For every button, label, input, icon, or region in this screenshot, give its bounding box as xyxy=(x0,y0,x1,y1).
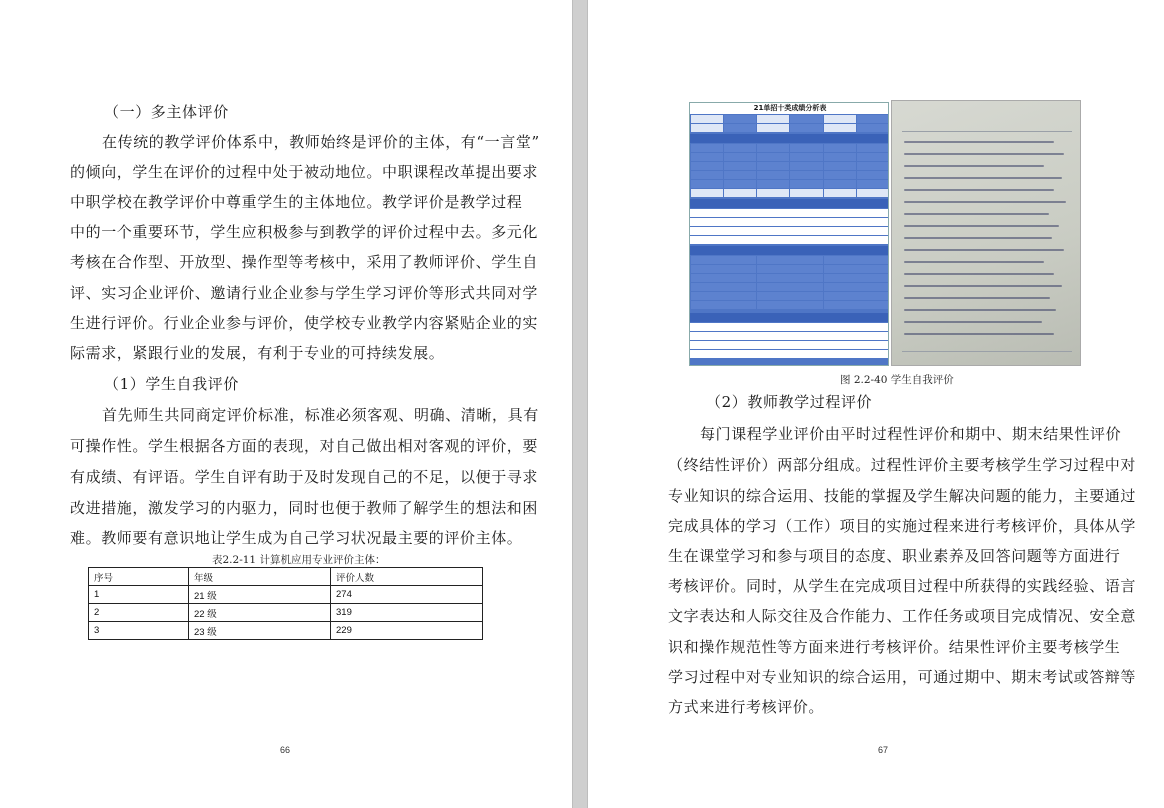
table-row xyxy=(89,622,483,640)
sheet-row xyxy=(690,180,889,188)
paragraph-line: 完成具体的学习（工作）项目的实施过程来进行考核评价，具体从学 xyxy=(668,517,1137,535)
paragraph-line: 首先师生共同商定评价标准，标准必须客观、明确、清晰，具有 xyxy=(102,406,539,424)
sheet-row xyxy=(690,265,889,273)
sheet-row xyxy=(690,283,889,291)
sheet-row xyxy=(690,115,889,123)
page-number: 66 xyxy=(280,745,291,755)
handwritten-self-evaluation-photo xyxy=(891,100,1081,366)
sheet-blank-row xyxy=(690,227,889,235)
paragraph-line: 可操作性。学生根据各方面的表现，对自己做出相对客观的评价，要 xyxy=(70,437,539,455)
paragraph-line: 专业知识的综合运用、技能的掌握及学生解决问题的能力，主要通过 xyxy=(668,487,1137,505)
table-cell: 22 级 xyxy=(189,604,331,622)
paragraph-line: 在传统的教学评价体系中，教师始终是评价的主体，有“一言堂” xyxy=(102,133,540,151)
paragraph-line: 学习过程中对专业知识的综合运用，可通过期中、期末考试或答辩等 xyxy=(668,668,1137,686)
paragraph-line: 中的一个重要环节，学生应积极参与到教学的评价过程中去。多元化 xyxy=(70,223,539,241)
paragraph-line: 评、实习企业评价、邀请行业企业参与学生学习评价等形式共同对学 xyxy=(70,284,539,302)
sheet-row xyxy=(690,292,889,300)
sheet-row xyxy=(690,301,889,309)
sheet-row xyxy=(690,162,889,170)
paragraph-line: 改进措施，激发学习的内驱力，同时也便于教师了解学生的想法和困 xyxy=(70,499,539,517)
paragraph-line: 每门课程学业评价由平时过程性评价和期中、期末结果性评价 xyxy=(700,425,1122,443)
paragraph-line: 际需求，紧跟行业的发展，有利于专业的可持续发展。 xyxy=(70,344,445,362)
sheet-row xyxy=(690,171,889,179)
paragraph-line: 识和操作规范性等方面来进行考核评价。结果性评价主要考核学生 xyxy=(668,638,1121,656)
sheet-blank-row xyxy=(690,218,889,226)
paragraph-line: 生进行评价。行业企业参与评价，使学校专业教学内容紧贴企业的实 xyxy=(70,314,539,332)
paragraph-line: 方式来进行考核评价。 xyxy=(668,698,825,716)
paragraph-line: 中职学校在教学评价中尊重学生的主体地位。教学评价是教学过程 xyxy=(70,193,523,211)
table-cell: 3 xyxy=(89,622,189,640)
paragraph-line: 考核在合作型、开放型、操作型等考核中，采用了教师评价、学生自 xyxy=(70,253,539,271)
sheet-title: 21单招十类成绩分析表 xyxy=(690,103,889,114)
sheet-section-bar xyxy=(690,134,889,143)
table-cell: 319 xyxy=(331,604,483,622)
table-header-row xyxy=(89,568,483,586)
subheading-teacher-process-eval: （2）教师教学过程评价 xyxy=(706,393,873,411)
paragraph-line: 难。教师要有意识地让学生成为自己学习状况最主要的评价主体。 xyxy=(70,529,523,547)
table-cell: 229 xyxy=(331,622,483,640)
table-cell: 23 级 xyxy=(189,622,331,640)
sheet-row xyxy=(690,124,889,132)
left-page xyxy=(0,0,572,808)
table-row xyxy=(89,586,483,604)
sheet-section-bar xyxy=(690,313,889,322)
sheet-section-bar xyxy=(690,246,889,255)
paragraph-line: （终结性评价）两部分组成。过程性评价主要考核学生学习过程中对 xyxy=(668,456,1137,474)
table-cell: 21 级 xyxy=(189,586,331,604)
paragraph-line: 生在课堂学习和参与项目的态度、职业素养及回答问题等方面进行 xyxy=(668,547,1121,565)
table-caption: 表2.2-11 计算机应用专业评价主体： xyxy=(212,554,386,566)
sheet-row xyxy=(690,274,889,282)
subheading-student-self-eval: （1）学生自我评价 xyxy=(104,375,239,393)
table-header-cell: 评价人数 xyxy=(331,568,483,586)
sheet-row xyxy=(690,144,889,152)
sheet-blank-row xyxy=(690,323,889,331)
paragraph-line: 文字表达和人际交往及合作能力、工作任务或项目完成情况、安全意 xyxy=(668,607,1137,625)
paragraph-line: 的倾向，学生在评价的过程中处于被动地位。中职课程改革提出要求 xyxy=(70,163,539,181)
evaluation-subject-table xyxy=(88,567,483,640)
page-number: 67 xyxy=(878,745,889,755)
table-cell: 274 xyxy=(331,586,483,604)
sheet-row xyxy=(690,153,889,161)
table-cell: 2 xyxy=(89,604,189,622)
paragraph-line: 考核评价。同时，从学生在完成项目过程中所获得的实践经验、语言 xyxy=(668,577,1137,595)
figure-caption: 图 2.2-40 学生自我评价 xyxy=(840,374,954,386)
sheet-blank-row xyxy=(690,209,889,217)
sheet-blank-row xyxy=(690,341,889,349)
sheet-blank-row xyxy=(690,332,889,340)
table-cell: 1 xyxy=(89,586,189,604)
sheet-blank-row xyxy=(690,236,889,244)
sheet-section-bar xyxy=(690,199,889,208)
table-header-cell: 序号 xyxy=(89,568,189,586)
sheet-blank-row xyxy=(690,350,889,358)
sheet-row xyxy=(690,189,889,197)
paragraph-line: 有成绩、有评语。学生自评有助于及时发现自己的不足，以便于寻求 xyxy=(70,468,539,486)
table-header-cell: 年级 xyxy=(189,568,331,586)
score-analysis-sheet-image xyxy=(689,102,889,366)
page-gutter xyxy=(572,0,588,808)
sheet-row xyxy=(690,256,889,264)
section-heading-multi-subject: （一）多主体评价 xyxy=(104,103,229,121)
table-row xyxy=(89,604,483,622)
